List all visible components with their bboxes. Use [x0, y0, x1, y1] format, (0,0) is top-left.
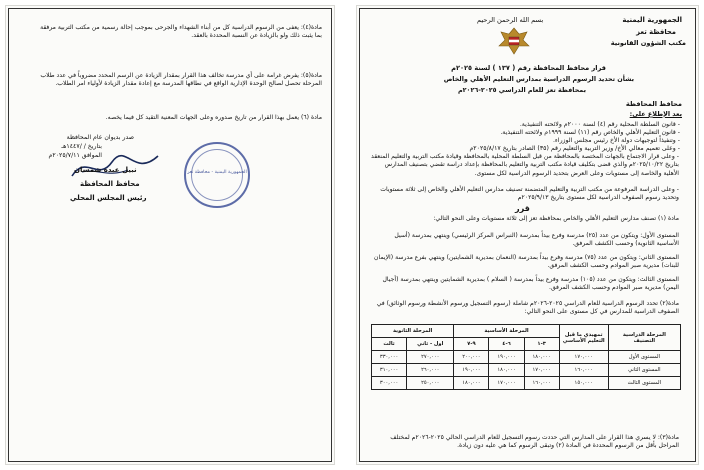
- table-cell: ٣٠٠,٠٠٠: [372, 377, 407, 390]
- table-cell: ٢٥٠,٠٠٠: [407, 377, 454, 390]
- table-cell: ٣١٠,٠٠٠: [372, 364, 407, 377]
- table-cell: ١٩٠,٠٠٠: [489, 351, 524, 364]
- issuer: محافظ المحافظة: [625, 100, 682, 108]
- header-office: مكتب الشؤون القانونية: [610, 39, 686, 47]
- signatory-name: نبيل عبده شمسان: [74, 166, 137, 174]
- table-cell: ١٩٠,٠٠٠: [454, 364, 489, 377]
- col-header-level: المرحلة الدراسية التصنيف: [608, 325, 680, 351]
- level-1: المستوى الأول: ويتكون من عدد (٢٥) مدرسة وفرع بيداً بمدرسة (النبراس المركز الرئيسي) وينتهي بمدرسة (أسيل الأساسية الثانوية) وحسب الكشف المرفق.: [394, 232, 679, 248]
- article-2: مادة(٢) تحدد الرسوم الدراسية للعام الدراسي ٢٠٢٥-٢٠٢٦م شاملة (رسوم التسجيل ورسوم الأنشطة ورسوم الوثائق) في الصفوف الدراسية للمدارس في كل مستوى على النحو التالي:: [376, 300, 679, 316]
- fees-table: [371, 324, 681, 390]
- yemen-emblem-icon: [497, 26, 531, 56]
- signatory-title-governor: محافظ المحافظة: [80, 180, 140, 188]
- review-item: - وتنفيذاً لتوجيهات دولة الأخ رئيس مجلس الوزراء.: [552, 137, 680, 144]
- subject-line-1: بشأن تحديد الرسوم الدراسية بمدارس التعليم الأهلي والخاص: [443, 75, 634, 83]
- article-3: مادة(٣): لا يسري هذا القرار على المدارس التي حددت رسوم التسجيل للعام الدراسي الحالي ٢٠٢٥-٢٠٢٦م لمختلف المراحل بأقل من الرسوم المحددة في المادة (٢) وتبقى الرسوم كما هي عليه دون زيادة.: [390, 434, 679, 450]
- table-cell: ١٧٠,٠٠٠: [559, 351, 608, 364]
- gregorian-date: الموافق ٢٠٢٥/٧/١١م: [48, 152, 102, 159]
- table-row: [372, 377, 681, 390]
- article-1: مادة (١) تصنف مدارس التعليم الأهلي والخاص بمحافظة تعز إلى ثلاثة مستويات وعلى النحو التالي:: [433, 215, 679, 222]
- decides-heading: قرر: [515, 204, 530, 213]
- decision-number: قرار محافظ المحافظة رقم ( ١٣٧ ) لسنة ٢٠٢٥م: [451, 64, 606, 72]
- official-stamp: الجمهورية اليمنية - محافظة تعز: [184, 142, 250, 208]
- col-sub-basic: ٣-١: [524, 338, 559, 351]
- table-cell: ١٦٠,٠٠٠: [524, 377, 559, 390]
- review-item: - وعلى تعميم معالي الأخ/ وزير التربية والتعليم رقم (٣٥) الصادر بتاريخ ٢٠٢٥/٨/١٧م: [469, 145, 680, 152]
- table-cell: ١٧٠,٠٠٠: [524, 364, 559, 377]
- table-cell: ٢٠٠,٠٠٠: [454, 351, 489, 364]
- document-page-right: [357, 6, 698, 464]
- col-sub-secondary: اول - ثاني: [407, 338, 454, 351]
- table-row: [372, 351, 681, 364]
- review-item: - قانون السلطة المحلية رقم (٤) لسنة ٢٠٠٠م ولائحته التنفيذية.: [519, 121, 680, 128]
- table-cell: ١٥٠,٠٠٠: [559, 377, 608, 390]
- col-sub-secondary: ثالث: [372, 338, 407, 351]
- review-item: - وعلى قرار الاجتماع بالجهات المختصة بالمحافظة من قبل السلطة المحلية بالمحافظة وقيادة مكتب التربية والتعليم المنعقد بتاريخ ٢٠٢٥/١٠/٢٢م والذي قضى بتكليف قيادة مكتب التربية والتعليم بالمحافظة بإعداد دراسة تقضي بتصنيف المدارس الأهلية والخاصة إلى مستويات وعلى العرض بتحديد الرسوم الدراسية لكل مستوى.: [371, 153, 679, 177]
- review-item: - وعلى الدراسة المرفوعة من مكتب التربية والتعليم المتضمنة تصنيف مدارس التعليم الأهلي والخاص إلى ثلاثة مستويات وتحديد رسوم الصفوف الدراسية لكل مستوى بتاريخ ٢٠٢٥/٩/١٣م: [380, 186, 679, 202]
- table-row: [372, 364, 681, 377]
- col-header-secondary: المرحلة الثانوية: [372, 325, 454, 338]
- header-country: الجمهورية اليمنية: [622, 16, 682, 24]
- hijri-date: بتاريخ / /١٤٤٧هـ: [61, 143, 102, 150]
- signatory-title-council: رئيس المجلس المحلي: [70, 194, 147, 202]
- table-cell: ١٧٠,٠٠٠: [489, 377, 524, 390]
- article-4: مادة(٤): يعفى من الرسوم الدراسية كل من أبناء الشهداء والجرحى بموجب إحالة رسمية من مكتب التربية مرفقة بما يثبت ذلك ولو بالزيادة عن النسبة المحددة بالعقد.: [40, 24, 322, 40]
- col-sub-basic: ٩-٧: [454, 338, 489, 351]
- table-cell: ٢٦٠,٠٠٠: [407, 364, 454, 377]
- col-sub-basic: ٦-٤: [489, 338, 524, 351]
- header-governorate: محافظة تعز: [636, 28, 676, 36]
- level-2: المستوى الثاني: ويتكون من عدد (٧٥) مدرسة وفرع بيداً بمدرسة (النعمان بمديرية الشمايتين) وينتهي بفرع مدرسة (الإيمان للبنات) مديرية صبر الموادم وحسب الكشف المرفق.: [374, 254, 679, 270]
- review-item: - قانون التعليم الأهلي والخاص رقم (١١) لسنة ١٩٩٩م ولائحته التنفيذية.: [500, 129, 680, 136]
- level-3: المستوى الثالث: ويتكون من عدد (١٠٥) مدرسة وفرع بيداً بمدرسة ( السلام ) بمديرية الشمايتين وينتهي بمدرسة (أجيال اليمن) مديرية صبر الموادم وحسب الكشف المرفق.: [382, 276, 679, 292]
- basmala: بسم الله الرحمن الرحيم: [477, 16, 544, 24]
- col-header-basic: المرحلة الأساسية: [454, 325, 559, 338]
- table-cell: ٢٧٠,٠٠٠: [407, 351, 454, 364]
- table-cell: ١٨٠,٠٠٠: [489, 364, 524, 377]
- table-cell: ١٨٠,٠٠٠: [524, 351, 559, 364]
- row-label: المستوى الثالث: [608, 377, 680, 390]
- table-cell: ٣٣٠,٠٠٠: [372, 351, 407, 364]
- issued-at: صدر بديوان عام المحافظة: [66, 134, 134, 141]
- col-header-kg: تمهيدي ما قبل التعليم الأساسي: [559, 325, 608, 351]
- subject-line-2: بمحافظة تعز للعام الدراسي ٢٠٢٥-٢٠٢٦م: [457, 86, 586, 94]
- document-page-left: [6, 6, 334, 464]
- article-5: مادة(٥): يفرض غرامة على أي مدرسة تخالف هذا القرار بمقدار الزيادة عن الرسم المحدد مضروباً في عدد طلاب المرحلة تحصل لصالح الوحدة الإدارية الواقع في نطاقها المدرسة مع إعادة مقدار الزيادة لأولياء امر الطلاب.: [40, 72, 322, 88]
- table-cell: ١٨٠,٠٠٠: [454, 377, 489, 390]
- article-6: مادة (٦) يعمل بهذا القرار من تاريخ صدوره وعلى الجهات المعنية التقيد كل فيما يخصه.: [105, 114, 322, 121]
- table-cell: ١٦٠,٠٠٠: [559, 364, 608, 377]
- after-review: بعد الإطلاع على:: [629, 110, 682, 118]
- row-label: المستوى الأول: [608, 351, 680, 364]
- row-label: المستوى الثاني: [608, 364, 680, 377]
